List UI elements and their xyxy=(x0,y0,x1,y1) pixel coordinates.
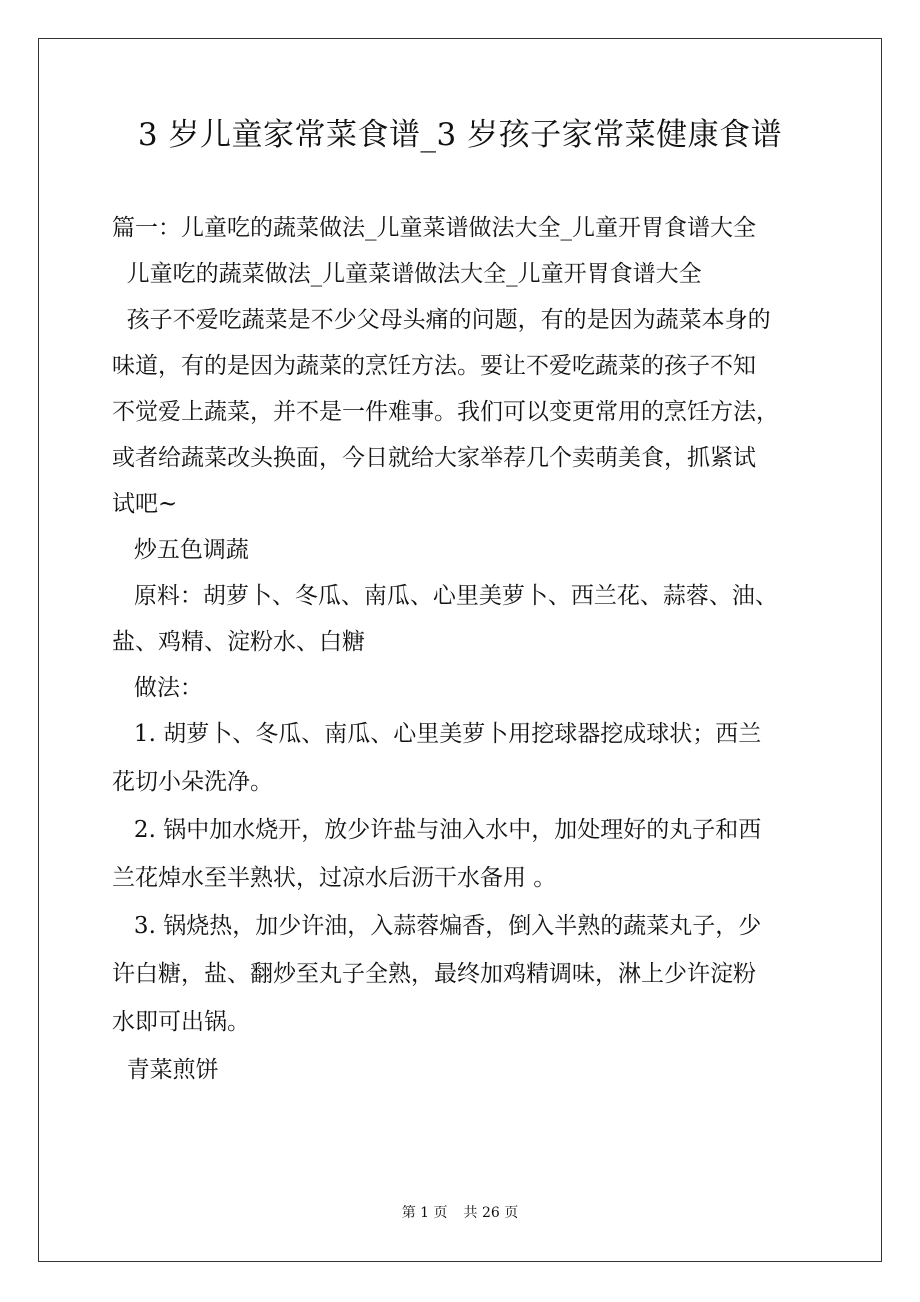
page-number: 第 1 页 xyxy=(401,1205,448,1221)
document-title: 3 岁儿童家常菜食谱_3 岁孩子家常菜健康食谱 xyxy=(137,117,783,153)
ingredients-line-2: 盐、鸡精、淀粉水、白糖 xyxy=(112,629,365,655)
page-footer xyxy=(0,1203,920,1223)
step-2-line-1: 2. 锅中加水烧开，放少许盐与油入水中，加处理好的丸子和西 xyxy=(112,817,762,843)
step-2-line-2: 兰花焯水至半熟状，过凉水后沥干水备用 。 xyxy=(112,865,557,891)
paragraph-intro-line-3: 不觉爱上蔬菜，并不是一件难事。我们可以变更常用的烹饪方法， xyxy=(112,399,779,425)
paragraph-intro-line-2: 味道，有的是因为蔬菜的烹饪方法。要让不爱吃蔬菜的孩子不知 xyxy=(112,353,756,379)
subheading-line: 儿童吃的蔬菜做法_儿童菜谱做法大全_儿童开胃食谱大全 xyxy=(112,261,702,287)
paragraph-intro-line-4: 或者给蔬菜改头换面，今日就给大家举荐几个卖萌美食，抓紧试 xyxy=(112,445,756,471)
step-1-line-1: 1. 胡萝卜、冬瓜、南瓜、心里美萝卜用挖球器挖成球状；西兰 xyxy=(112,721,762,747)
recipe-title-pancake: 青菜煎饼 xyxy=(112,1057,219,1083)
recipe-title-stirfry: 炒五色调蔬 xyxy=(112,537,249,563)
heading-chapter-one: 篇一：儿童吃的蔬菜做法_儿童菜谱做法大全_儿童开胃食谱大全 xyxy=(112,215,756,241)
document-body xyxy=(112,205,812,1095)
step-3-line-3: 水即可出锅。 xyxy=(112,1009,250,1035)
method-heading: 做法： xyxy=(112,675,203,701)
paragraph-intro-line-1: 孩子不爱吃蔬菜是不少父母头痛的问题，有的是因为蔬菜本身的 xyxy=(112,307,771,333)
step-3-line-2: 许白糖，盐、翻炒至丸子全熟，最终加鸡精调味，淋上少许淀粉 xyxy=(112,961,756,987)
ingredients-line-1: 原料：胡萝卜、冬瓜、南瓜、心里美萝卜、西兰花、蒜蓉、油、 xyxy=(112,583,778,609)
page-total: 共 26 页 xyxy=(463,1205,519,1221)
paragraph-intro-line-5: 试吧~ xyxy=(112,491,178,517)
step-3-line-1: 3. 锅烧热，加少许油，入蒜蓉煸香，倒入半熟的蔬菜丸子，少 xyxy=(112,913,762,939)
step-1-line-2: 花切小朵洗净。 xyxy=(112,769,273,795)
